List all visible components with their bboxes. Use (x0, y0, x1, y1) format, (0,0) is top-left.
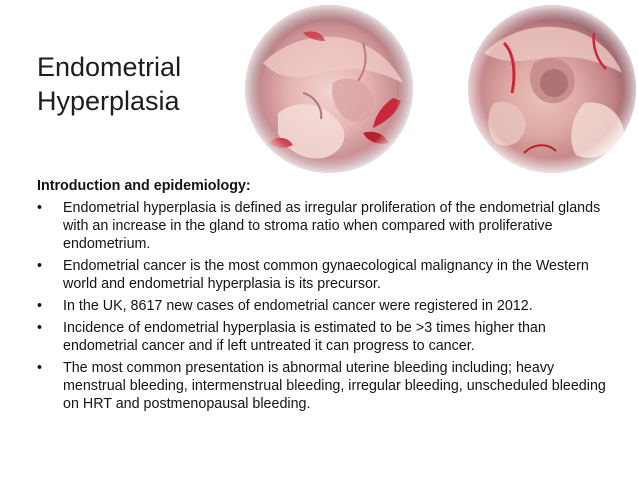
bullet-list (37, 199, 617, 413)
title-line-2: Hyperplasia (37, 86, 180, 116)
section-subheading: Introduction and epidemiology: (37, 178, 251, 194)
bullet-item (37, 319, 617, 355)
bullet-item (37, 359, 617, 413)
bullet-text: Endometrial cancer is the most common gynaecological malignancy in the Western world and endometrial hyperplasia is its precursor. (63, 258, 589, 292)
bullet-item (37, 257, 617, 293)
bullet-icon: • (37, 258, 43, 274)
bullet-text: Endometrial hyperplasia is defined as irregular proliferation of the endometrial glands with an increase in the gland to stroma ratio when compared with proliferative endometrium. (63, 200, 601, 252)
bullet-text: The most common presentation is abnormal uterine bleeding including; heavy menstrual bleeding, intermenstrual bleeding, irregular bleeding, unscheduled bleeding on HRT and postmenopausal bleeding. (63, 360, 606, 412)
hysteroscopy-image-left (243, 3, 415, 175)
slide-body (37, 177, 617, 417)
title-line-1: Endometrial (37, 52, 182, 82)
bullet-item (37, 199, 617, 253)
slide-title (37, 50, 237, 118)
bullet-icon: • (37, 320, 43, 336)
bullet-icon: • (37, 360, 43, 376)
hysteroscopy-image-right (464, 3, 638, 175)
bullet-item (37, 297, 617, 315)
bullet-icon: • (37, 298, 43, 314)
bullet-text: Incidence of endometrial hyperplasia is estimated to be >3 times higher than endometrial cancer and if left untreated it can progress to cancer. (63, 320, 546, 354)
bullet-icon: • (37, 200, 43, 216)
bullet-text: In the UK, 8617 new cases of endometrial cancer were registered in 2012. (63, 298, 533, 314)
